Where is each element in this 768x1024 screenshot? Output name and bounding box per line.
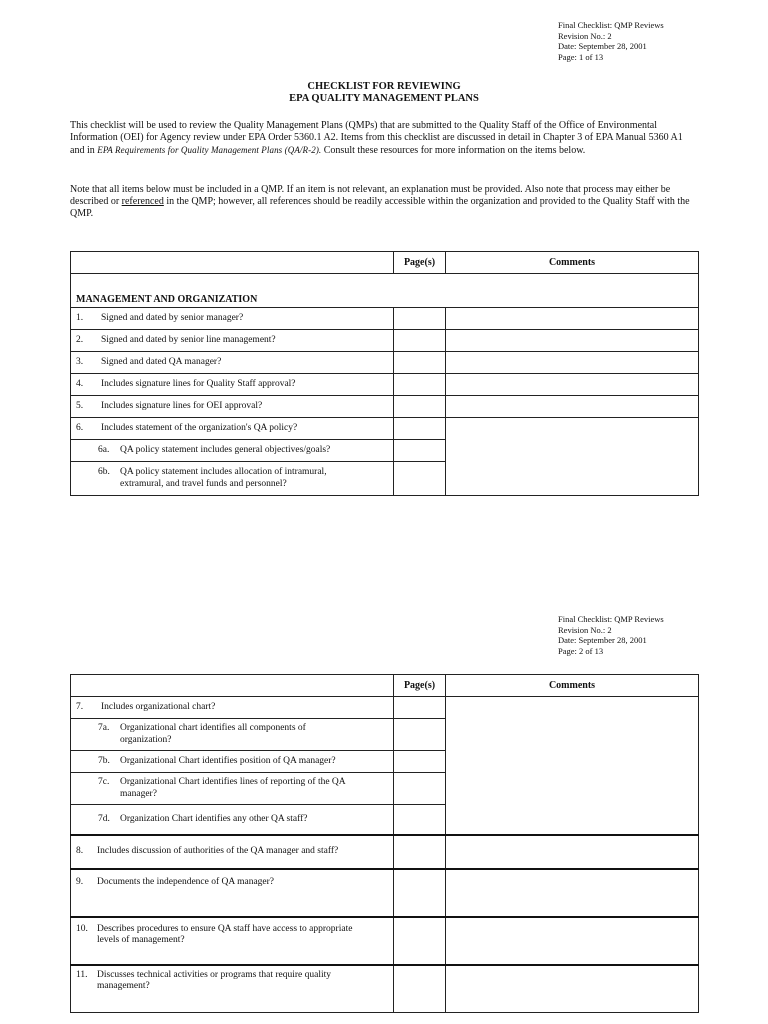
pages-column-header: Page(s): [394, 252, 446, 274]
pages-cell[interactable]: [394, 396, 446, 418]
header-revision: Revision No.: 2: [558, 30, 612, 41]
document-title: [0, 81, 768, 105]
pages-cell[interactable]: [394, 352, 446, 374]
item-text: QA policy statement includes allocation of intramural, extramural, and travel funds and personnel?: [120, 467, 327, 489]
comments-cell[interactable]: [446, 697, 699, 835]
section-title: MANAGEMENT AND ORGANIZATION: [71, 274, 699, 308]
header-checklist-name: Final Checklist: QMP Reviews: [558, 614, 664, 624]
table-row: [71, 374, 699, 396]
pages-cell[interactable]: [394, 773, 446, 805]
item-text: Includes statement of the organization's QA policy?: [101, 422, 298, 433]
pages-cell[interactable]: [394, 869, 446, 917]
pages-cell[interactable]: [394, 440, 446, 462]
header-date: Date: September 28, 2001: [558, 635, 647, 645]
comments-cell[interactable]: [446, 308, 699, 330]
item-number: 7b.: [98, 755, 110, 766]
table-header-row: [71, 675, 699, 697]
item-number: 1.: [76, 312, 84, 323]
checklist-table-page-2: [70, 674, 699, 1013]
intro-paragraph: [70, 120, 698, 157]
item-number: 2.: [76, 334, 84, 345]
item-text: Organizational Chart identifies lines of reporting of the QA manager?: [120, 777, 346, 799]
comments-cell[interactable]: [446, 374, 699, 396]
title-line-1: CHECKLIST FOR REVIEWING: [307, 81, 461, 92]
item-number: 4.: [76, 378, 84, 389]
item-text: Signed and dated by senior manager?: [101, 312, 244, 323]
item-text: Signed and dated by senior line management?: [101, 334, 276, 345]
comments-column-header: Comments: [446, 252, 699, 274]
pages-cell[interactable]: [394, 418, 446, 440]
header-page-number: Page: 2 of 13: [558, 645, 604, 656]
table-row: [71, 352, 699, 374]
item-number: 6a.: [98, 444, 110, 455]
item-text: Organizational Chart identifies position of QA manager?: [120, 755, 336, 766]
header-revision: Revision No.: 2: [558, 624, 612, 635]
header-blank-cell: [71, 675, 394, 697]
item-number: 6.: [76, 422, 84, 433]
table-header-row: [71, 252, 699, 274]
item-text: Organizational chart identifies all components of organization?: [120, 723, 306, 745]
pages-cell[interactable]: [394, 697, 446, 719]
pages-cell[interactable]: [394, 308, 446, 330]
pages-column-header: Page(s): [394, 675, 446, 697]
item-text: Includes signature lines for OEI approval?: [101, 400, 263, 411]
checklist-table-page-1: [70, 251, 699, 496]
intro-text-a: This checklist will be used to review the Quality Management Plans (QMPs) that are submitted to the Quality Staff of the Office of Environmental Information (OEI) for Agency review under EPA Order 5360.1 A2. Items from this checklist are discussed in detail in Chapter 3 of EPA Manual 5360 A1 and in: [70, 120, 683, 156]
pages-cell[interactable]: [394, 719, 446, 751]
item-text: Describes procedures to ensure QA staff have access to appropriate levels of management?: [97, 923, 353, 945]
comments-cell[interactable]: [446, 869, 699, 917]
pages-cell[interactable]: [394, 805, 446, 835]
note-text-a: Note that all items below must be included in a QMP. If an item is not relevant, an explanation must be provided. Also note that process may either be described or: [70, 184, 671, 207]
header-checklist-name: Final Checklist: QMP Reviews: [558, 20, 664, 30]
table-row: [71, 330, 699, 352]
pages-cell[interactable]: [394, 330, 446, 352]
item-text: Includes organizational chart?: [101, 701, 216, 712]
comments-cell[interactable]: [446, 418, 699, 496]
table-row: [71, 835, 699, 869]
item-number: 5.: [76, 400, 84, 411]
table-row: [71, 965, 699, 1013]
item-number: 7d.: [98, 813, 110, 824]
comments-cell[interactable]: [446, 835, 699, 869]
item-number: 8.: [76, 845, 84, 856]
item-number: 6b.: [98, 467, 110, 477]
page-header: [558, 20, 664, 62]
pages-cell[interactable]: [394, 751, 446, 773]
header-blank-cell: [71, 252, 394, 274]
page-header: [558, 614, 664, 656]
item-text: QA policy statement includes general objectives/goals?: [120, 444, 331, 455]
table-row: [71, 697, 699, 719]
item-text: Signed and dated QA manager?: [101, 356, 222, 367]
table-row: [71, 396, 699, 418]
item-number: 10.: [76, 923, 88, 934]
pages-cell[interactable]: [394, 965, 446, 1013]
note-underlined-word: referenced: [121, 196, 164, 207]
item-number: 11.: [76, 969, 88, 980]
table-row: [71, 418, 699, 440]
item-number: 9.: [76, 876, 84, 887]
note-text-b: in the QMP; however, all references should be readily accessible within the organization and provided to the Quality Staff with the QMP.: [70, 196, 690, 219]
item-text: Discusses technical activities or programs that require quality management?: [97, 969, 331, 991]
pages-cell[interactable]: [394, 374, 446, 396]
intro-reference-title: EPA Requirements for Quality Management Plans (QA/R-2).: [97, 145, 322, 155]
pages-cell[interactable]: [394, 462, 446, 496]
item-text: Includes signature lines for Quality Staff approval?: [101, 378, 296, 389]
item-number: 3.: [76, 356, 84, 367]
comments-cell[interactable]: [446, 330, 699, 352]
comments-cell[interactable]: [446, 965, 699, 1013]
item-number: 7a.: [98, 723, 110, 733]
header-page-number: Page: 1 of 13: [558, 51, 604, 62]
item-number: 7c.: [98, 777, 110, 787]
table-row: [71, 917, 699, 965]
comments-column-header: Comments: [446, 675, 699, 697]
comments-cell[interactable]: [446, 917, 699, 965]
comments-cell[interactable]: [446, 396, 699, 418]
pages-cell[interactable]: [394, 917, 446, 965]
pages-cell[interactable]: [394, 835, 446, 869]
note-paragraph: [70, 184, 698, 220]
item-text: Includes discussion of authorities of the QA manager and staff?: [97, 845, 339, 856]
table-row: [71, 308, 699, 330]
item-text: Organization Chart identifies any other QA staff?: [120, 813, 308, 824]
section-row: [71, 274, 699, 308]
table-row: [71, 869, 699, 917]
intro-text-b: Consult these resources for more information on the items below.: [321, 145, 586, 156]
item-number: 7.: [76, 701, 84, 712]
title-line-2: EPA QUALITY MANAGEMENT PLANS: [289, 93, 479, 104]
comments-cell[interactable]: [446, 352, 699, 374]
header-date: Date: September 28, 2001: [558, 41, 647, 51]
item-text: Documents the independence of QA manager?: [97, 876, 275, 887]
